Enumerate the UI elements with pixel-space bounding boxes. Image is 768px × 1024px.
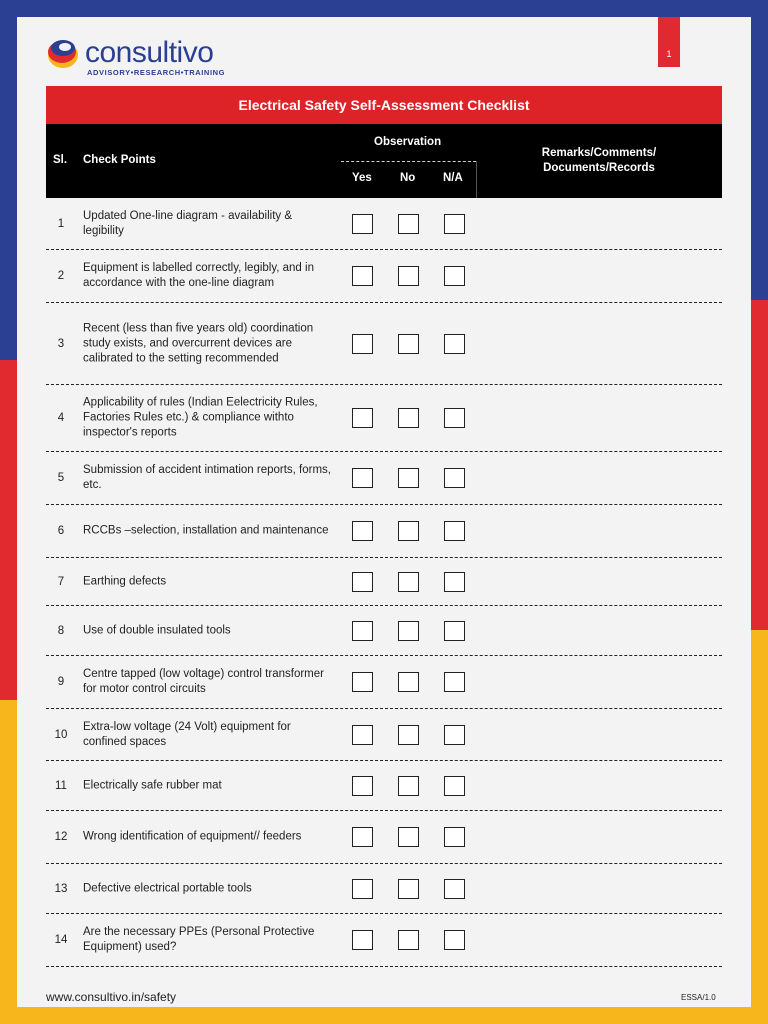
table-row [46, 606, 722, 656]
na-checkbox[interactable] [444, 725, 465, 745]
header-no: No [400, 172, 416, 184]
row-sl: 3 [57, 337, 65, 350]
na-checkbox[interactable] [444, 621, 465, 641]
table-row [46, 452, 722, 505]
row-check-point: Extra-low voltage (24 Volt) equipment for confined spaces [83, 720, 291, 748]
row-check-point: RCCBs –selection, installation and maintenance [83, 524, 329, 537]
page-number: 1 [666, 49, 672, 59]
no-checkbox[interactable] [398, 572, 419, 592]
no-checkbox[interactable] [398, 214, 419, 234]
yes-checkbox[interactable] [352, 468, 373, 488]
yes-checkbox[interactable] [352, 572, 373, 592]
table-row [46, 198, 722, 250]
no-checkbox[interactable] [398, 408, 419, 428]
row-check-point: Recent (less than five years old) coordination study exists, and overcurrent devices are calibrated to the setting recommended [83, 322, 314, 364]
row-check-point: Centre tapped (low voltage) control transformer for motor control circuits [83, 668, 324, 695]
no-checkbox[interactable] [398, 827, 419, 847]
observation-divider [341, 161, 476, 162]
table-row [46, 303, 722, 385]
row-check-point: Electrically safe rubber mat [83, 779, 222, 791]
no-checkbox[interactable] [398, 468, 419, 488]
row-check-point: Equipment is labelled correctly, legibly, and in accordance with the one-line diagram [83, 262, 314, 289]
yes-checkbox[interactable] [352, 776, 373, 796]
na-checkbox[interactable] [444, 214, 465, 234]
yes-checkbox[interactable] [352, 827, 373, 847]
no-checkbox[interactable] [398, 879, 419, 899]
row-sl: 11 [55, 779, 67, 792]
row-sl: 4 [57, 412, 65, 424]
yes-checkbox[interactable] [352, 266, 373, 286]
yes-checkbox[interactable] [352, 725, 373, 745]
no-checkbox[interactable] [398, 266, 419, 286]
na-checkbox[interactable] [444, 521, 465, 541]
row-check-point: Are the necessary PPEs (Personal Protective Equipment) used? [83, 926, 315, 953]
yes-checkbox[interactable] [352, 408, 373, 428]
no-checkbox[interactable] [398, 621, 419, 641]
page-number-tab [658, 17, 680, 67]
header-remarks-line1: Remarks/Comments/ [541, 147, 657, 159]
header-sl: Sl. [53, 154, 68, 166]
table-row [46, 656, 722, 709]
no-checkbox[interactable] [398, 672, 419, 692]
yes-checkbox[interactable] [352, 930, 373, 950]
yes-checkbox[interactable] [352, 672, 373, 692]
table-row [46, 505, 722, 558]
na-checkbox[interactable] [444, 930, 465, 950]
na-checkbox[interactable] [444, 408, 465, 428]
header-check-points: Check Points [83, 154, 156, 166]
na-checkbox[interactable] [444, 334, 465, 354]
table-row [46, 761, 722, 811]
checklist-page [17, 17, 751, 1007]
consultivo-logo [45, 35, 245, 79]
logo-swirl-icon [45, 35, 81, 73]
row-sl: 10 [54, 728, 68, 741]
row-sl: 12 [54, 831, 68, 843]
na-checkbox[interactable] [444, 672, 465, 692]
row-check-point: Applicability of rules (Indian Eelectricity Rules, Factories Rules etc.) & compliance withto inspector's reports [83, 396, 318, 439]
row-sl: 2 [57, 270, 65, 282]
table-row [46, 811, 722, 864]
row-sl: 5 [57, 472, 65, 484]
table-row [46, 250, 722, 303]
table-row [46, 385, 722, 452]
row-sl: 1 [57, 217, 65, 230]
yes-checkbox[interactable] [352, 879, 373, 899]
row-check-point: Defective electrical portable tools [83, 882, 252, 894]
row-sl: 6 [57, 525, 65, 537]
table-row [46, 864, 722, 914]
brand-tagline: ADVISORY•RESEARCH•TRAINING [87, 68, 226, 77]
yes-checkbox[interactable] [352, 621, 373, 641]
table-header [46, 124, 722, 198]
header-observation: Observation [374, 136, 442, 148]
row-sl: 14 [54, 934, 68, 946]
yes-checkbox[interactable] [352, 214, 373, 234]
yes-checkbox[interactable] [352, 521, 373, 541]
header-yes: Yes [352, 172, 372, 184]
no-checkbox[interactable] [398, 334, 419, 354]
table-row [46, 914, 722, 967]
row-check-point: Updated One-line diagram - availability & legibility [83, 209, 293, 237]
na-checkbox[interactable] [444, 266, 465, 286]
row-check-point: Wrong identification of equipment// feeders [83, 830, 302, 843]
no-checkbox[interactable] [398, 776, 419, 796]
header-remarks [476, 146, 722, 176]
row-sl: 13 [54, 882, 68, 895]
na-checkbox[interactable] [444, 468, 465, 488]
row-sl: 9 [57, 676, 65, 688]
checklist-rows [46, 198, 722, 967]
table-row [46, 709, 722, 761]
row-check-point: Submission of accident intimation reports, forms, etc. [83, 464, 331, 491]
footer-url[interactable]: www.consultivo.in/safety [46, 990, 177, 1004]
brand-name: consultivo [85, 36, 214, 69]
row-check-point: Use of double insulated tools [83, 624, 231, 636]
document-code: ESSA/1.0 [681, 993, 716, 1002]
header-remarks-line2: Documents/Records [543, 162, 655, 174]
table-row [46, 558, 722, 606]
na-checkbox[interactable] [444, 776, 465, 796]
no-checkbox[interactable] [398, 930, 419, 950]
row-sl: 7 [57, 575, 65, 588]
no-checkbox[interactable] [398, 521, 419, 541]
checklist-title: Electrical Safety Self-Assessment Checklist [46, 86, 722, 124]
na-checkbox[interactable] [444, 827, 465, 847]
no-checkbox[interactable] [398, 725, 419, 745]
row-check-point: Earthing defects [83, 575, 167, 587]
header-na: N/A [443, 172, 463, 184]
na-checkbox[interactable] [444, 879, 465, 899]
yes-checkbox[interactable] [352, 334, 373, 354]
row-sl: 8 [57, 624, 65, 637]
na-checkbox[interactable] [444, 572, 465, 592]
